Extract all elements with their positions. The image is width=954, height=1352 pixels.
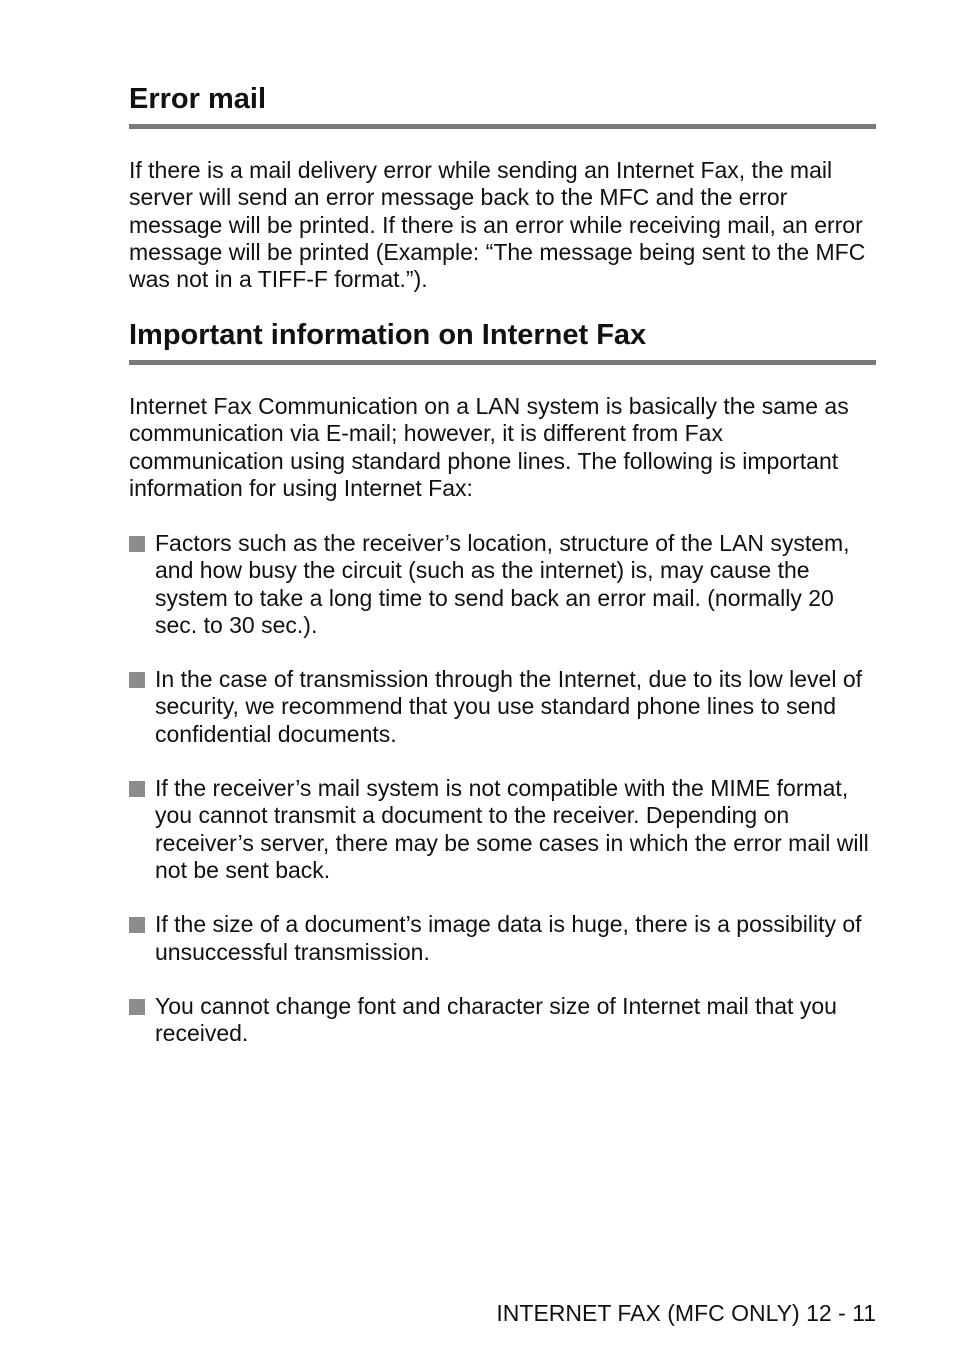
square-bullet-icon <box>129 999 145 1015</box>
square-bullet-icon <box>129 536 145 552</box>
list-item-text: If the receiver’s mail system is not compatible with the MIME format, you cannot transmit a document to the receiver. Depending on receiver’s server, there may be some cases in which the error mail will not be sent back. <box>155 775 869 883</box>
heading-rule <box>129 124 876 129</box>
important-information-list <box>129 530 876 1074</box>
list-item <box>129 530 876 639</box>
square-bullet-icon <box>129 672 145 688</box>
heading-rule <box>129 360 876 365</box>
list-item-text: In the case of transmission through the Internet, due to its low level of security, we recommend that you use standard phone lines to send confidential documents. <box>155 666 863 747</box>
list-item <box>129 666 876 748</box>
list-item <box>129 993 876 1048</box>
square-bullet-icon <box>129 917 145 933</box>
list-item <box>129 775 876 884</box>
page-footer: INTERNET FAX (MFC ONLY) 12 - 11 <box>496 1300 876 1326</box>
list-item-text: You cannot change font and character size of Internet mail that you received. <box>155 992 837 1047</box>
list-item-text: If the size of a document’s image data is huge, there is a possibility of unsuccessful transmission. <box>155 911 862 965</box>
section-heading-important-information: Important information on Internet Fax <box>129 319 647 351</box>
list-item <box>129 911 876 966</box>
square-bullet-icon <box>129 781 145 797</box>
list-item-text: Factors such as the receiver’s location, structure of the LAN system, and how busy the circuit (such as the internet) is, may cause the system to take a long time to send back an error mail. (normally 20 sec. to 30 sec.). <box>155 530 850 638</box>
error-mail-paragraph: If there is a mail delivery error while sending an Internet Fax, the mail server will send an error message back to the MFC and the error message will be printed. If there is an error while receiving mail, an error message will be printed (Example: “The message being sent to the MFC was not in a TIFF-F format.”). <box>129 157 866 293</box>
important-information-paragraph: Internet Fax Communication on a LAN system is basically the same as communication via E-mail; however, it is different from Fax communication using standard phone lines. The following is important information for using Internet Fax: <box>129 393 849 501</box>
section-heading-error-mail: Error mail <box>129 83 266 115</box>
